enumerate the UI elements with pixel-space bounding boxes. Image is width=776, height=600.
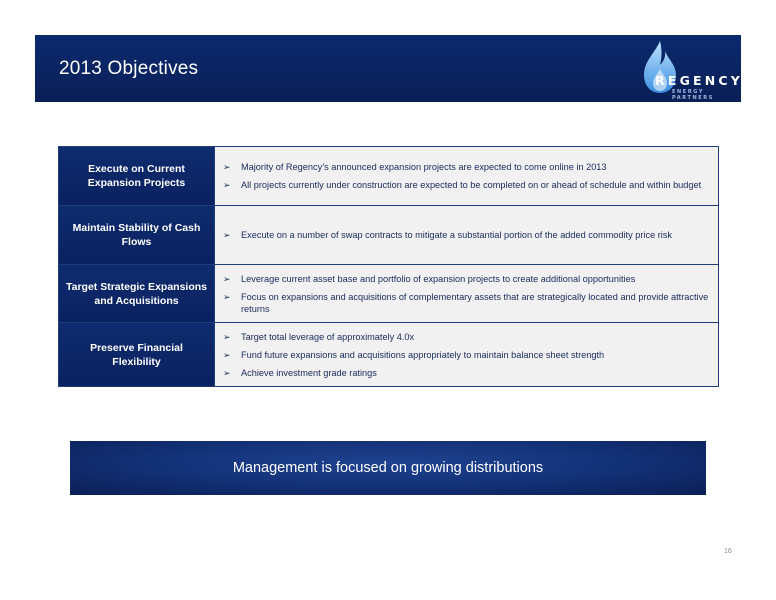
- arrow-bullet-icon: ➢: [223, 180, 231, 190]
- objective-bullets: [214, 147, 718, 205]
- page-number: 16: [724, 548, 732, 555]
- objective-bullets: [214, 265, 718, 322]
- objective-row: [59, 147, 718, 206]
- bullet-text: All projects currently under construction are expected to be completed on or ahead of schedule and within budget: [241, 180, 702, 190]
- bullet-text: Leverage current asset base and portfolio of expansion projects to create additional opportunities: [241, 273, 636, 284]
- bullet-item: [223, 291, 710, 315]
- objective-label: Preserve Financial Flexibility: [59, 323, 214, 386]
- arrow-bullet-icon: ➢: [223, 162, 231, 172]
- arrow-bullet-icon: ➢: [223, 367, 231, 378]
- bullet-item: [223, 161, 710, 173]
- objective-label: Maintain Stability of Cash Flows: [59, 206, 214, 264]
- bullet-text: Target total leverage of approximately 4.0x: [241, 331, 415, 342]
- objectives-table: [58, 146, 719, 387]
- logo-subtitle: ENERGY PARTNERS: [672, 89, 714, 101]
- bullet-item: [223, 349, 710, 361]
- bullet-item: [223, 229, 710, 241]
- objective-row: [59, 323, 718, 386]
- objective-label: Target Strategic Expansions and Acquisitions: [59, 265, 214, 322]
- bullet-text: Execute on a number of swap contracts to mitigate a substantial portion of the added commodity price risk: [241, 230, 673, 240]
- objective-bullets: [214, 206, 718, 264]
- slide-title: 2013 Objectives: [59, 58, 199, 79]
- objective-row: [59, 265, 718, 323]
- bullet-text: Achieve investment grade ratings: [241, 367, 377, 378]
- bullet-item: [223, 367, 710, 379]
- arrow-bullet-icon: ➢: [223, 291, 231, 302]
- bullet-item: [223, 273, 710, 285]
- arrow-bullet-icon: ➢: [223, 230, 231, 240]
- arrow-bullet-icon: ➢: [223, 349, 231, 360]
- slide-header: [35, 35, 744, 102]
- bullet-item: [223, 331, 710, 343]
- arrow-bullet-icon: ➢: [223, 273, 231, 284]
- bullet-item: [223, 179, 710, 191]
- bullet-text: Majority of Regency’s announced expansion projects are expected to come online in 2013: [241, 162, 607, 172]
- summary-banner: Management is focused on growing distributions: [70, 441, 706, 495]
- logo-wordmark: REGENCY: [655, 73, 744, 88]
- arrow-bullet-icon: ➢: [223, 331, 231, 342]
- objective-bullets: [214, 323, 718, 386]
- bullet-text: Focus on expansions and acquisitions of complementary assets that are strategically located and provide attractive returns: [241, 291, 709, 314]
- objective-row: [59, 206, 718, 265]
- objective-label: Execute on Current Expansion Projects: [59, 147, 214, 205]
- bullet-text: Fund future expansions and acquisitions appropriately to maintain balance sheet strength: [241, 349, 605, 360]
